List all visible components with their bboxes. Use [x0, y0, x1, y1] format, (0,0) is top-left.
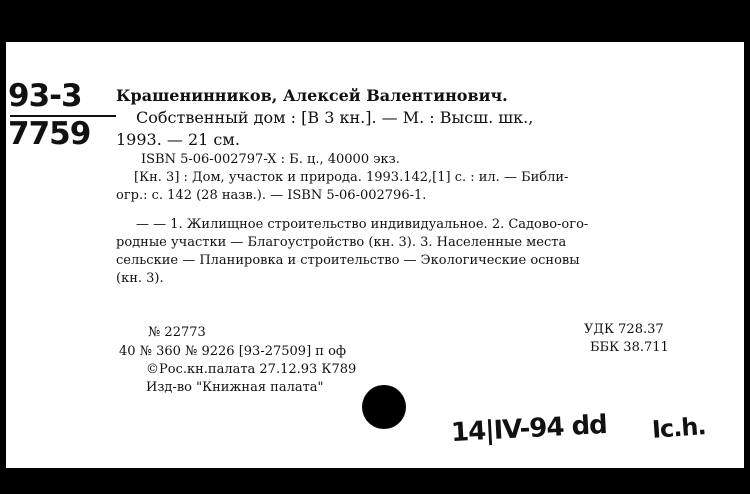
publisher-line: Изд-во "Книжная палата"	[146, 380, 324, 395]
catalog-card	[6, 42, 744, 468]
subjects-line-3: сельские — Планировка и строительство — Экологические основы	[116, 253, 580, 268]
shelf-mark-bottom: 7759	[8, 116, 91, 152]
record-number: № 22773	[148, 325, 206, 340]
book-chamber-line: ©Рос.кн.палата 27.12.93 К789	[146, 362, 357, 377]
subjects-line-4: (кн. 3).	[116, 271, 164, 286]
author-heading: Крашенинников, Алексей Валентинович.	[116, 86, 508, 105]
shelf-mark-top: 93-3	[8, 78, 82, 114]
handwritten-date: 14|IV-94 dd	[450, 409, 608, 449]
udk-code: УДК 728.37	[584, 322, 664, 337]
order-line: 40 № 360 № 9226 [93-27509] п оф	[119, 344, 347, 359]
year-line: 1993. — 21 см.	[116, 130, 240, 149]
title-line: Собственный дом : [В 3 кн.]. — М. : Высш. шк.,	[136, 108, 534, 127]
volume-line-1: [Кн. 3] : Дом, участок и природа. 1993.142,[1] с. : ил. — Библи-	[134, 170, 569, 185]
handwritten-initials: Ic.h.	[651, 412, 707, 444]
volume-line-2: огр.: с. 142 (28 назв.). — ISBN 5-06-002796-1.	[116, 188, 427, 203]
bbk-code: ББК 38.711	[590, 340, 669, 355]
subjects-line-2: родные участки — Благоустройство (кн. 3). 3. Населенные места	[116, 235, 567, 250]
isbn-line: ISBN 5-06-002797-X : Б. ц., 40000 экз.	[141, 152, 400, 167]
punch-hole	[362, 385, 406, 429]
subjects-line-1: — — 1. Жилищное строительство индивидуальное. 2. Садово-ого-	[136, 217, 589, 232]
